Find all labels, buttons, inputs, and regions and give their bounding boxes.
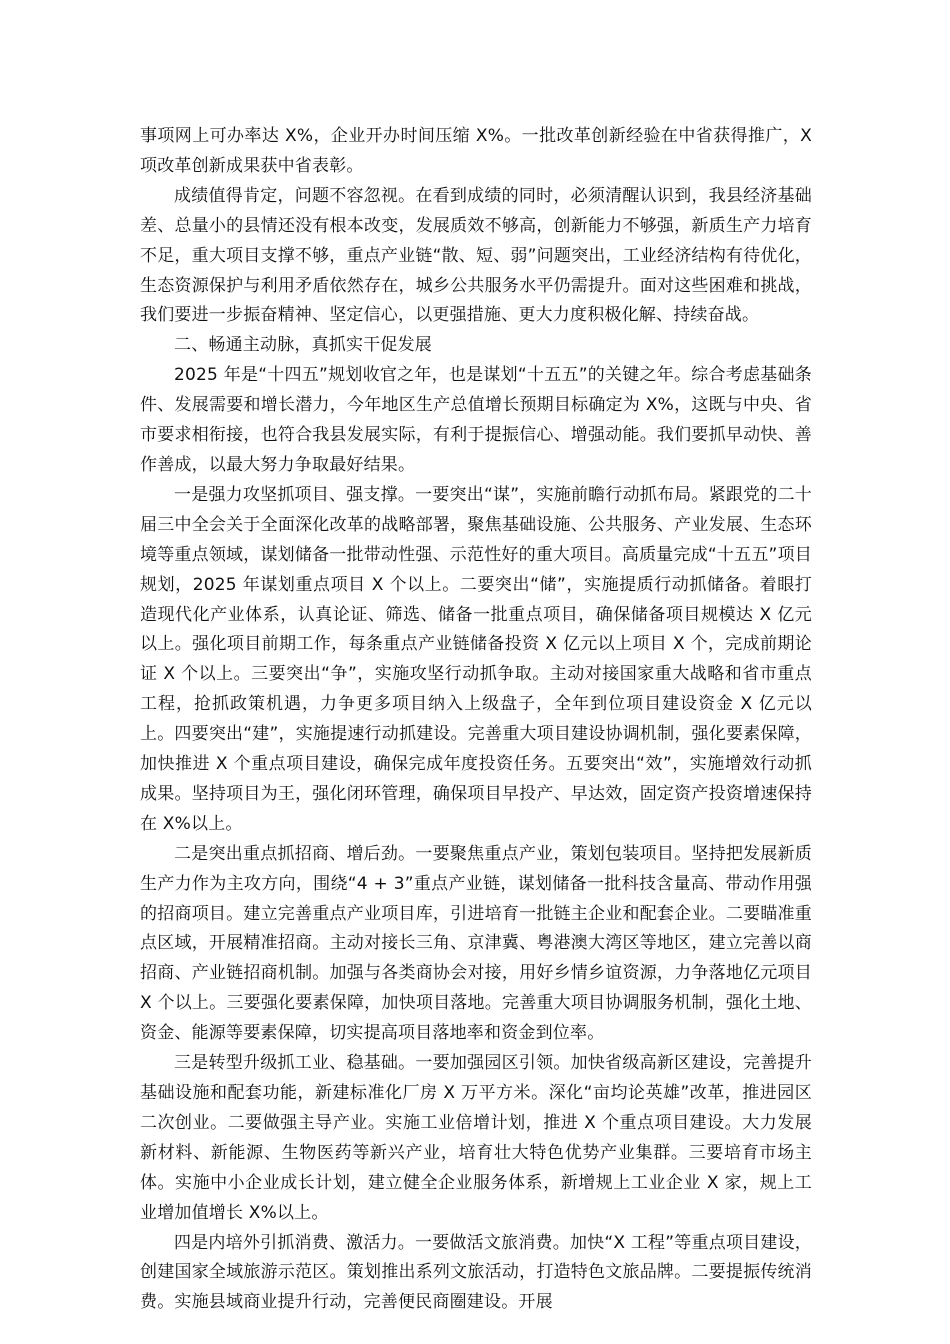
paragraph-consumption: 四是内培外引抓消费、激活力。一要做活文旅消费。加快“X 工程”等重点项目建设，创建国家全域旅游示范区。策划推出系列文旅活动，打造特色文旅品牌。二要提振传统消费。实施县域商业提升行动，完善便民商圈建设。开展 xyxy=(140,1232,812,1313)
paragraph-industry: 三是转型升级抓工业、稳基础。一要加强园区引领。加快省级高新区建设，完善提升基础设施和配套功能，新建标准化厂房 X 万平方米。深化“亩均论英雄”改革，推进园区二次创业。二要做强主导产业。实施工业倍增计划，推进 X 个重点项目建设。大力发展新材料、新能源、生物医药等新兴产业，培育壮大特色优势产业集群。三要培育市场主体。实施中小企业成长计划，建立健全企业服务体系，新增规上工业企业 X 家，规上工业增加值增长 X%以上。 xyxy=(140,1053,812,1223)
document-page xyxy=(140,122,812,1318)
paragraph-2025-goals: 2025 年是“十四五”规划收官之年，也是谋划“十五五”的关键之年。综合考虑基础条件、发展需要和增长潜力，今年地区生产总值增长预期目标确定为 X%，这既与中央、省市要求相衔接，也符合我县发展实际，有利于提振信心、增强动能。我们要抓早动快、善作善成，以最大努力争取最好结果。 xyxy=(140,365,812,475)
paragraph-reform-results: 事项网上可办率达 X%，企业开办时间压缩 X%。一批改革创新经验在中省获得推广，X 项改革创新成果获中省表彰。 xyxy=(140,126,812,176)
paragraph-projects: 一是强力攻坚抓项目、强支撑。一要突出“谋”，实施前瞻行动抓布局。紧跟党的二十届三中全会关于全面深化改革的战略部署，聚焦基础设施、公共服务、产业发展、生态环境等重点领域，谋划储备一批带动性强、示范性好的重大项目。高质量完成“十五五”项目规划，2025 年谋划重点项目 X 个以上。二要突出“储”，实施提质行动抓储备。着眼打造现代化产业体系，认真论证、筛选、储备一批重点项目，确保储备项目规模达 X 亿元以上。强化项目前期工作，每条重点产业链储备投资 X 亿元以上项目 X 个，完成前期论证 X 个以上。三要突出“争”，实施攻坚行动抓争取。主动对接国家重大战略和省市重点工程，抢抓政策机遇，力争更多项目纳入上级盘子，全年到位项目建设资金 X 亿元以上。四要突出“建”，实施提速行动抓建设。完善重大项目建设协调机制，强化要素保障，加快推进 X 个重点项目建设，确保完成年度投资任务。五要突出“效”，实施增效行动抓成果。坚持项目为王，强化闭环管理，确保项目早投产、早达效，固定资产投资增速保持在 X%以上。 xyxy=(140,484,812,834)
paragraph-problems: 成绩值得肯定，问题不容忽视。在看到成绩的同时，必须清醒认识到，我县经济基础差、总量小的县情还没有根本改变，发展质效不够高，创新能力不够强，新质生产力培育不足，重大项目支撑不够，重点产业链“散、短、弱”问题突出，工业经济结构有待优化，生态资源保护与利用矛盾依然存在，城乡公共服务水平仍需提升。面对这些困难和挑战，我们要进一步振奋精神、坚定信心，以更强措施、更大力度积极化解、持续奋战。 xyxy=(140,185,812,326)
paragraph-investment-attraction: 二是突出重点抓招商、增后劲。一要聚焦重点产业，策划包装项目。坚持把发展新质生产力作为主攻方向，围绕“4 + 3”重点产业链，谋划储备一批科技含量高、带动作用强的招商项目。建立完善重点产业项目库，引进培育一批链主企业和配套企业。二要瞄准重点区域，开展精准招商。主动对接长三角、京津冀、粤港澳大湾区等地区，建立完善以商招商、产业链招商机制。加强与各类商协会对接，用好乡情乡谊资源，力争落地亿元项目 X 个以上。三要强化要素保障，加快项目落地。完善重大项目协调服务机制，强化土地、资金、能源等要素保障，切实提高项目落地率和资金到位率。 xyxy=(140,843,812,1044)
section-heading-2: 二、畅通主动脉，真抓实干促发展 xyxy=(174,335,432,356)
